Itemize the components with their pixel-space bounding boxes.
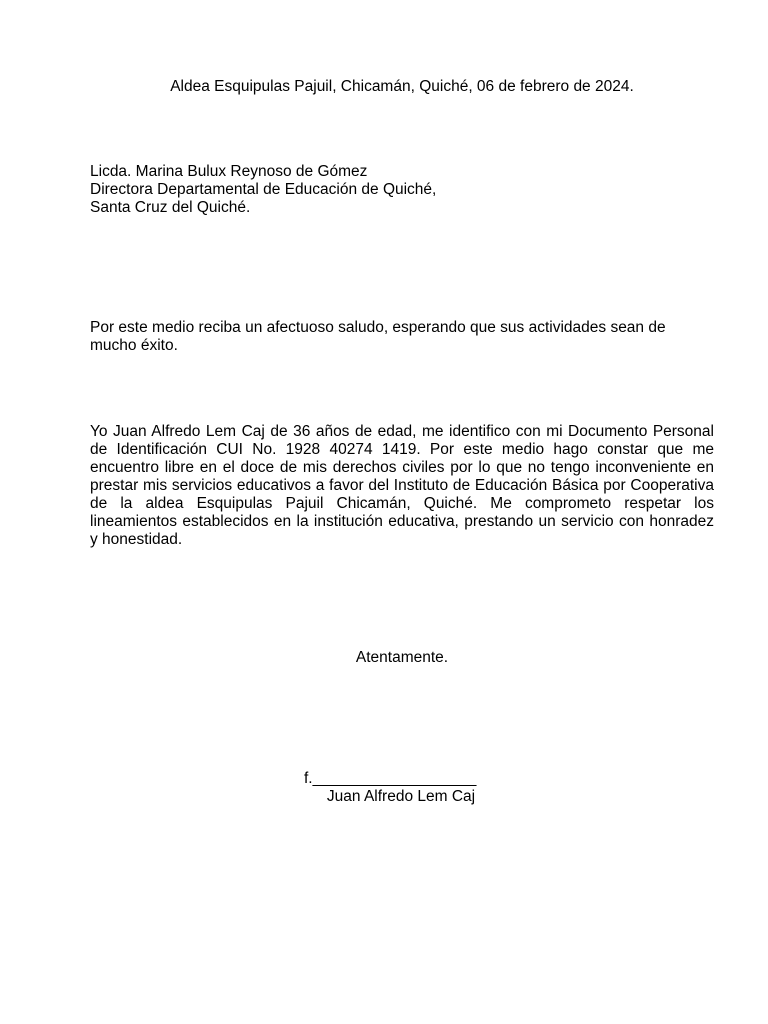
closing-text: Atentamente. bbox=[355, 649, 449, 666]
body-paragraph: Yo Juan Alfredo Lem Caj de 36 años de edad, me identifico con mi Documento Personal de Identificación CUI No. 1928 40274 1419. Por este medio hago constar que me encuentro libre en el doce de mis derechos civiles por lo que no tengo inconveniente en prestar mis servicios educativos a favor del Instituto de Educación Básica por Cooperativa de la aldea Esquipulas Pajuil Chicamán, Quiché. Me comprometo respetar los lineamientos establecidos en la institución educativa, prestando un servicio con honradez y honestidad. bbox=[90, 423, 714, 548]
recipient-name: Licda. Marina Bulux Reynoso de Gómez bbox=[90, 163, 368, 180]
recipient-block bbox=[90, 163, 714, 217]
greeting-paragraph: Por este medio reciba un afectuoso saludo, esperando que sus actividades sean de mucho éxito. bbox=[90, 319, 666, 354]
signer-name: Juan Alfredo Lem Caj bbox=[326, 788, 476, 805]
date-line: Aldea Esquipulas Pajuil, Chicamán, Quiché, 06 de febrero de 2024. bbox=[170, 78, 634, 95]
signature-line: f.___________________ bbox=[304, 770, 477, 787]
recipient-title: Directora Departamental de Educación de Quiché, bbox=[90, 181, 437, 198]
recipient-location: Santa Cruz del Quiché. bbox=[90, 199, 251, 216]
